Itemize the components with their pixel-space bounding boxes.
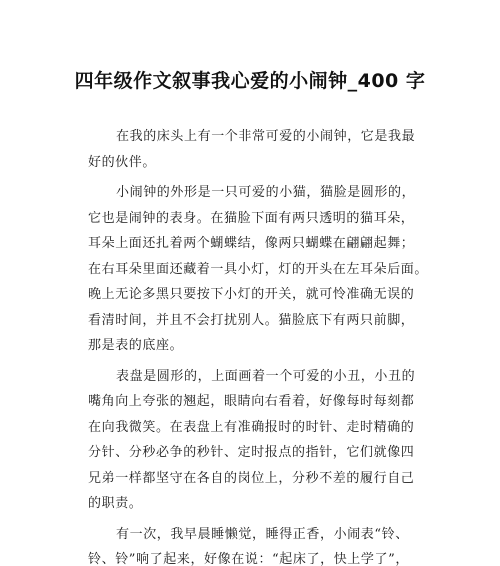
text-line: 表盘是圆形的，上面画着一个可爱的小丑，小丑的: [116, 368, 416, 384]
text-line: 嘴角向上夸张的翘起，眼睛向右看着，好像每时每刻都: [88, 394, 415, 409]
text-line: 看清时间，并且不会打扰别人。猫脸底下有两只前脚，: [88, 312, 415, 328]
text-line: 分针、分秒必争的秒针、定时报点的指针，它们就像四: [88, 445, 415, 460]
text-line: 那是表的底座。: [88, 338, 184, 353]
text-line: 在我的床头上有一个非常可爱的小闹钟，它是我最: [116, 129, 416, 144]
text-line: 铃、铃”响了起来，好像在说：“起床了，快上学了”，: [88, 552, 409, 566]
paragraph-2: [88, 180, 429, 359]
text-line: 耳朵上面还扎着两个蝴蝶结，像两只蝴蝶在翩翩起舞；: [88, 236, 415, 251]
text-line: 在右耳朵里面还藏着一具小灯，灯的开头在左耳朵后面。: [88, 261, 429, 277]
paragraph-3: [88, 364, 418, 517]
text-line: 它也是闹钟的表身。在猫脸下面有两只透明的猫耳朵，: [88, 210, 415, 226]
paragraph-4: [88, 522, 418, 566]
text-line: 小闹钟的外形是一只可爱的小猫，猫脸是圆形的，: [116, 185, 416, 200]
document-title: 四年级作文叙事我心爱的小闹钟_400 字: [74, 70, 426, 92]
text-line: 在向我微笑。在表盘上有准确报时的时针、走时精确的: [88, 419, 415, 435]
text-line: 兄弟一样都坚守在各自的岗位上，分秒不差的履行自己: [88, 470, 415, 486]
text-line: 好的伙伴。: [88, 154, 157, 170]
paragraph-1: [88, 124, 418, 175]
text-line: 的职责。: [88, 496, 143, 511]
document-body: [88, 124, 429, 566]
text-line: 晚上无论多黑只要按下小灯的开关，就可怜准确无误的: [88, 287, 415, 302]
text-line: 有一次，我早晨睡懒觉，睡得正香，小闹表“铃、: [116, 526, 409, 542]
